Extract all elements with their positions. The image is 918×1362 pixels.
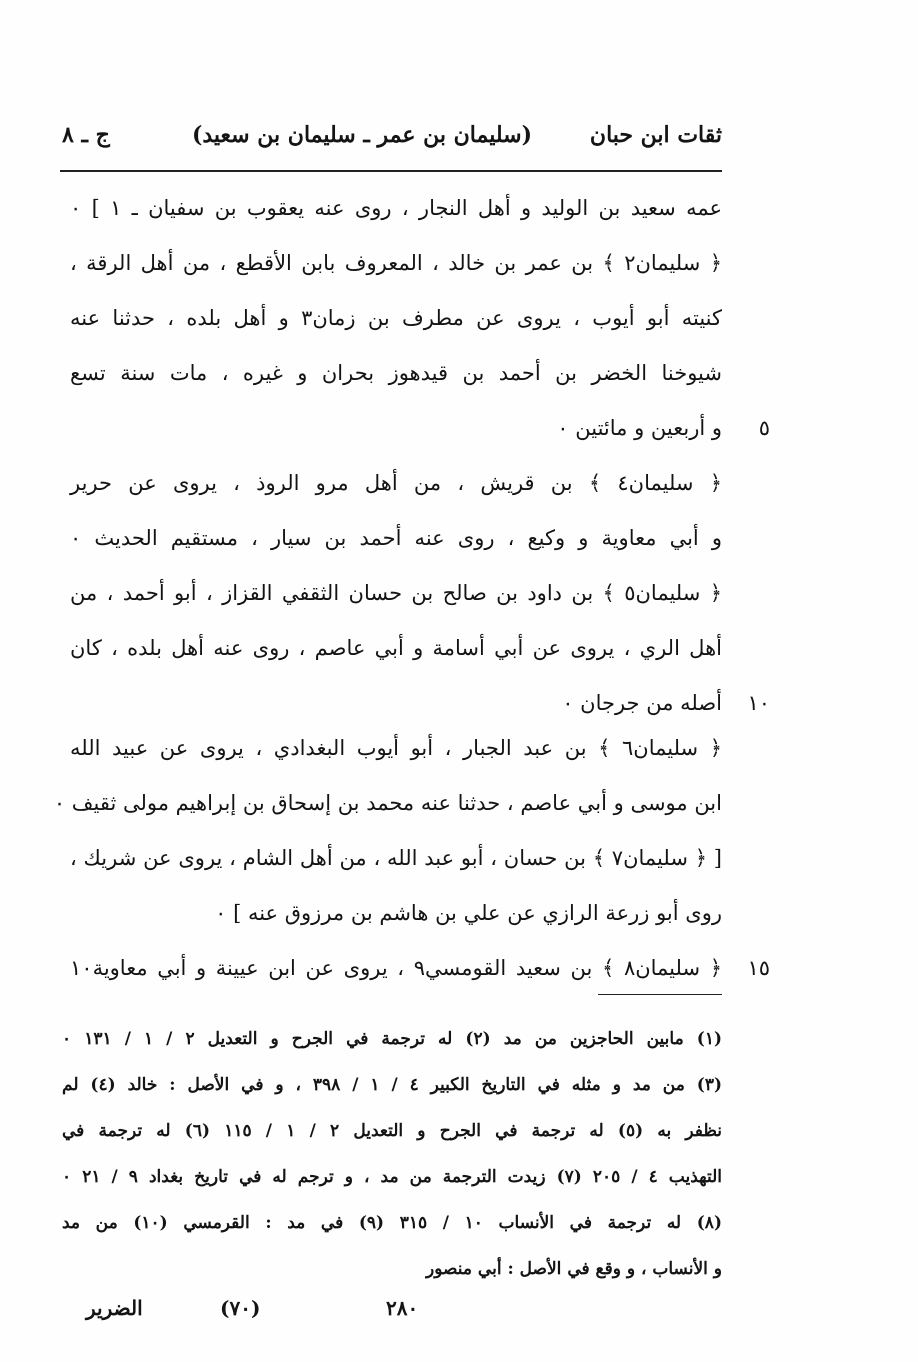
volume-label: ج ـ ٨ [62,122,110,148]
footnote-line: (١) مابين الحاجزين من مد (٢) له ترجمة في الجرح و التعديل ٢ / ١ / ١٣١ ٠ [62,1029,723,1049]
header-rule [60,170,722,172]
footnote-rule [598,994,722,995]
book-title: ثقات ابن حبان [589,122,722,148]
text-line: عمه سعيد بن الوليد و أهل النجار ، روى عنه يعقوب بن سفيان ـ ۱ ] ٠ [70,196,722,220]
text-line: ﴿ سليمان٨ ﴾ بن سعيد القومسي٩ ، يروى عن ابن عيينة و أبي معاوية١٠ [70,956,722,980]
text-line: شيوخنا الخضر بن أحمد بن قيدهوز بحران و غيره ، مات سنة تسع [70,361,722,385]
text-line: ﴿ سليمان٥ ﴾ بن داود بن صالح بن حسان الثقفي القزاز ، أبو أحمد ، من [70,581,723,605]
text-line: [ ﴿ سليمان٧ ﴾ بن حسان ، أبو عبد الله ، من أهل الشام ، يروى عن شريك ، [70,846,722,870]
running-header [60,114,722,154]
text-line: ابن موسى و أبي عاصم ، حدثنا عنه محمد بن إسحاق بن إبراهيم مولى ثقيف ٠ [53,791,722,815]
text-line: ﴿ سليمان٤ ﴾ بن قريش ، من أهل مرو الروذ ، يروى عن حرير [70,471,723,495]
text-line: و أربعين و مائتين ٠ [557,416,722,440]
line-number: ٥ [758,416,770,440]
entry-range: (سليمان بن عمر ـ سليمان بن سعيد) [191,122,532,148]
footnote-line: نظفر به (٥) له ترجمة في الجرح و التعديل ٢ / ١ / ١١٥ (٦) له ترجمة في [62,1121,723,1141]
text-line: ﴿ سليمان٦ ﴾ بن عبد الجبار ، أبو أيوب البغدادي ، يروى عن عبيد الله [70,736,722,760]
sequence-number: (٧٠) [220,1296,261,1320]
footnote-line: و الأنساب ، و وقع في الأصل : أبي منصور [426,1259,722,1279]
footnote-line: (٣) من مد و مثله في التاريخ الكبير ٤ / ١ / ٣٩٨ ، و في الأصل : خالد (٤) لم [62,1075,722,1095]
line-number: ١٠ [747,691,770,715]
page-footer [60,1290,722,1330]
line-number: ١٥ [747,956,770,980]
text-line: ﴿ سليمان۲ ﴾ بن عمر بن خالد ، المعروف بابن الأقطع ، من أهل الرقة ، [70,251,722,275]
text-line: أهل الري ، يروى عن أبي أسامة و أبي عاصم ، روى عنه أهل بلده ، كان [70,636,722,660]
text-line: كنيته أبو أيوب ، يروى عن مطرف بن زمان۳ و أهل بلده ، حدثنا عنه [70,306,722,330]
footnote-line: (٨) له ترجمة في الأنساب ١٠ / ٣١٥ (٩) في مد : القرمسي (١٠) من مد [62,1213,722,1233]
text-line: روى أبو زرعة الرازي عن علي بن هاشم بن مرزوق عنه ] ٠ [215,901,722,925]
text-line: أصله من جرجان ٠ [562,691,722,715]
page-number: ٢٨٠ [386,1296,419,1320]
scan-mark: الضرير [86,1296,143,1320]
text-line: و أبي معاوية و وكيع ، روى عنه أحمد بن سيار ، مستقيم الحديث ٠ [70,526,722,550]
footnote-line: التهذيب ٤ / ٢٠٥ (٧) زيدت الترجمة من مد ، و ترجم له في تاريخ بغداد ٩ / ٢١ ٠ [62,1167,723,1187]
